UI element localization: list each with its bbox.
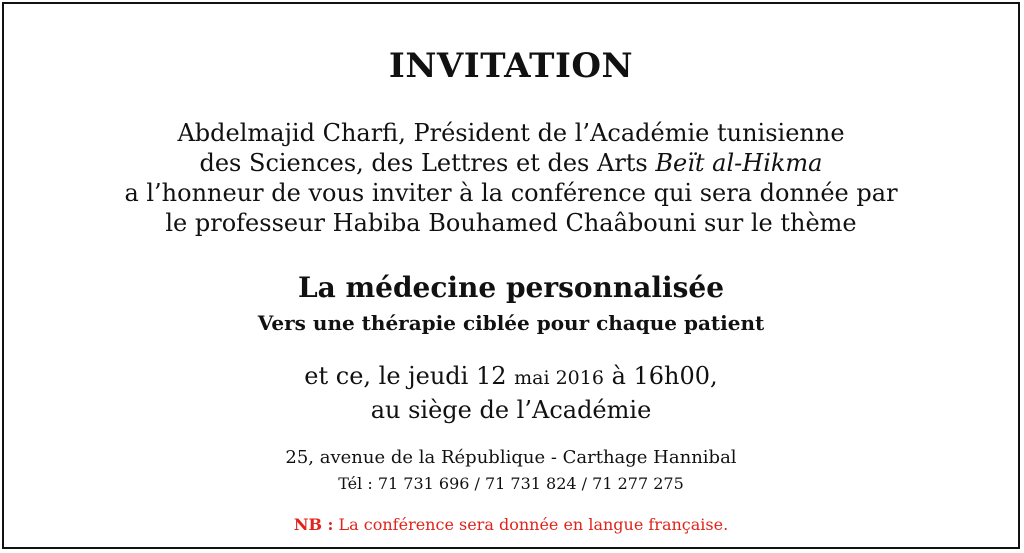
- schedule-date-line: [4, 360, 1018, 394]
- conference-subtitle: Vers une thérapie ciblée pour chaque patient: [257, 311, 765, 335]
- intro-line-3: a l’honneur de vous inviter à la conférence qui sera donnée par: [124, 179, 898, 207]
- schedule-time: à 16h00,: [603, 362, 718, 390]
- language-note: [4, 514, 1018, 536]
- schedule-block: [4, 360, 1018, 426]
- invitation-card: [2, 2, 1020, 549]
- intro-line-1: Abdelmajid Charfi, Président de l’Académie tunisienne: [177, 119, 845, 147]
- intro-line-2-text: des Sciences, des Lettres et des Arts: [199, 149, 656, 177]
- contact-phone: Tél : 71 731 696 / 71 731 824 / 71 277 275: [338, 474, 684, 493]
- intro-line-2: [4, 148, 1018, 178]
- intro-line-4: le professeur Habiba Bouhamed Chaâbouni sur le thème: [165, 209, 857, 237]
- note-text: La conférence sera donnée en langue française.: [333, 515, 729, 534]
- schedule-venue: au siège de l’Académie: [370, 396, 652, 424]
- intro-paragraph: [4, 118, 1018, 238]
- note-label: NB :: [293, 515, 334, 534]
- schedule-prefix: et ce, le jeudi 12: [304, 362, 515, 390]
- institution-name: Beït al-Hikma: [655, 149, 823, 177]
- venue-address: 25, avenue de la République - Carthage Hannibal: [285, 447, 737, 468]
- invitation-title: INVITATION: [388, 46, 634, 86]
- conference-topic: La médecine personnalisée: [297, 271, 725, 304]
- schedule-month-year: mai 2016: [514, 367, 604, 389]
